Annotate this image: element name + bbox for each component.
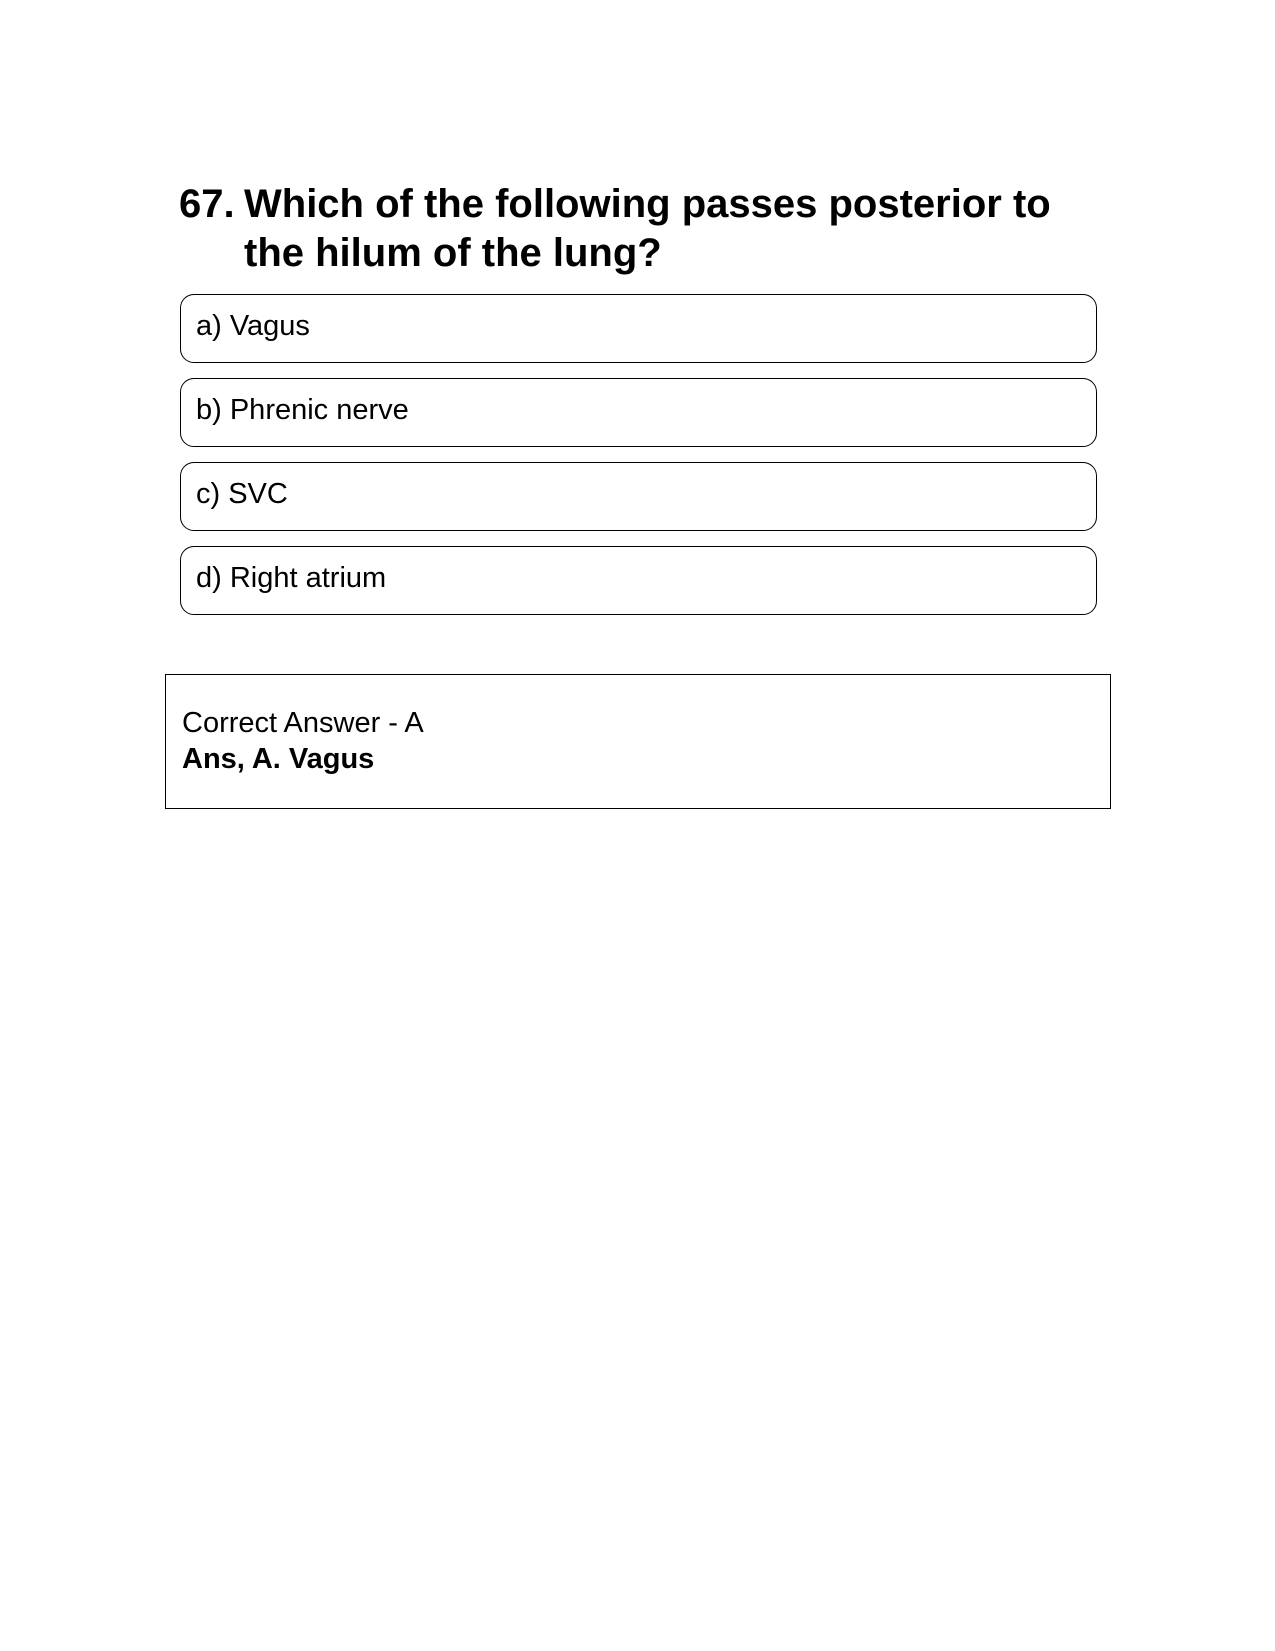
option-c[interactable] — [180, 462, 1097, 531]
question-number: 67. — [179, 182, 235, 226]
option-label: d) Right atrium — [196, 562, 387, 594]
answer-explanation: Ans, A. Vagus — [182, 743, 375, 775]
option-label: a) Vagus — [196, 310, 310, 342]
question-heading — [179, 180, 1099, 278]
option-label: c) SVC — [196, 478, 288, 510]
option-a[interactable] — [180, 294, 1097, 363]
correct-answer-line: Correct Answer - A — [182, 707, 424, 739]
option-label: b) Phrenic nerve — [196, 394, 409, 426]
answer-box — [165, 674, 1111, 809]
question-text: Which of the following passes posterior to the hilum of the lung? — [244, 182, 1051, 275]
options-list — [180, 294, 1097, 630]
option-b[interactable] — [180, 378, 1097, 447]
option-d[interactable] — [180, 546, 1097, 615]
